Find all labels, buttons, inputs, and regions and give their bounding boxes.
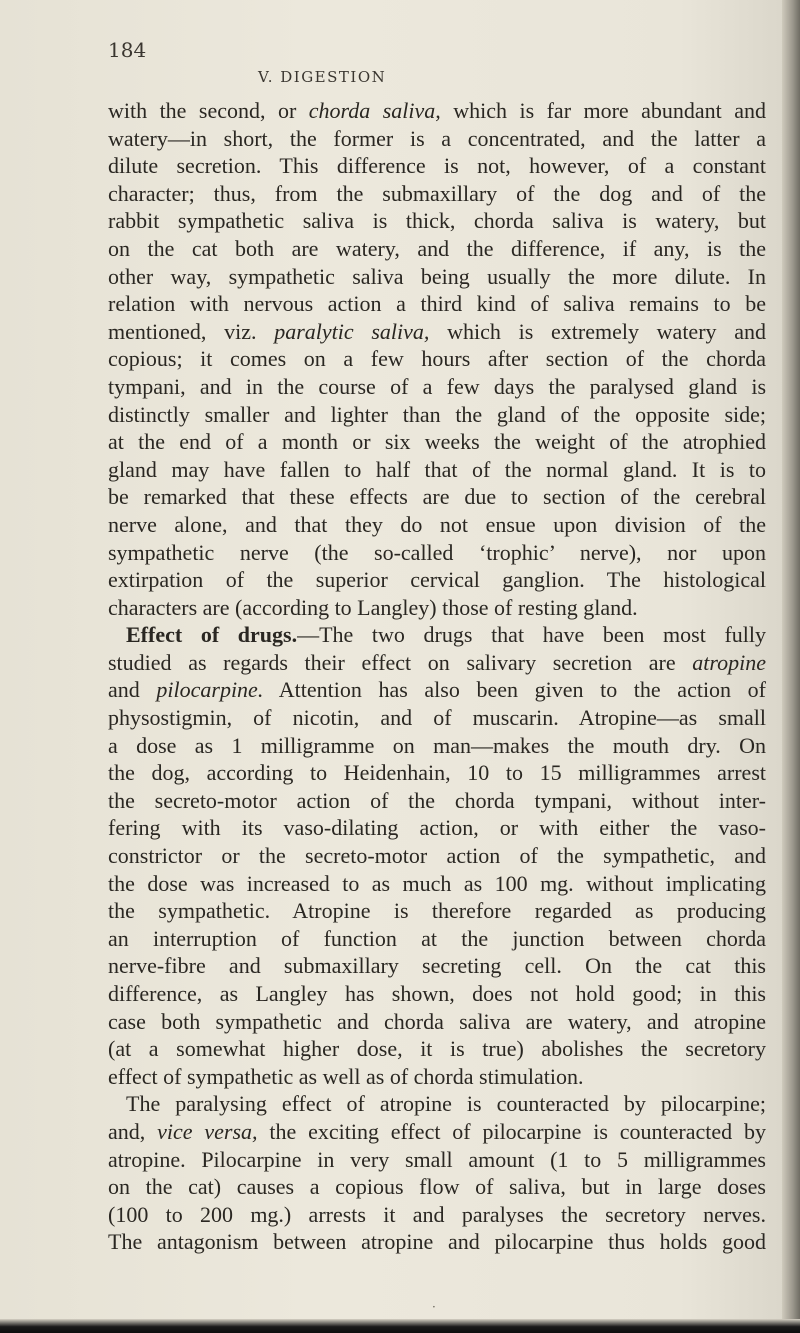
text-line: an interruption of function at the junction between chorda [108, 925, 766, 951]
text-line: at the end of a month or six weeks the weight of the atrophied [108, 429, 766, 455]
text-line: characters are (according to Langley) those of resting gland. [108, 594, 638, 620]
page-number: 184 [108, 38, 147, 62]
text-line: difference, as Langley has shown, does not hold good; in this [108, 981, 766, 1006]
italic-term: pilocarpine. [156, 677, 264, 703]
text-line: on the cat) causes a copious flow of saliva, but in large doses [108, 1174, 766, 1200]
italic-term: vice versa, [157, 1118, 258, 1144]
text-line [108, 97, 766, 125]
text-span: and, [108, 1118, 158, 1144]
section-heading: Effect of drugs. [126, 622, 298, 648]
text-line: watery—in short, the former is a concentrated, and the latter a [108, 125, 766, 151]
text-line: copious; it comes on a few hours after section of the chorda [108, 346, 766, 372]
text-span: —The two drugs that have been most fully [297, 622, 766, 648]
text-line: relation with nervous action a third kind of saliva remains to be [108, 291, 766, 317]
text-span: with the second, or [108, 98, 309, 123]
text-line [108, 649, 766, 677]
text-span: the exciting effect of pilocarpine is counteracted by [257, 1118, 766, 1144]
text-line: tympani, and in the course of a few days the paralysed gland is [108, 373, 766, 399]
text-line: gland may have fallen to half that of the normal gland. It is to [108, 456, 766, 482]
section-heading-line [108, 621, 766, 649]
body-text [108, 97, 766, 1256]
text-line: dilute secretion. This difference is not, however, of a constant [108, 153, 766, 179]
text-line [108, 1118, 766, 1146]
page-header [108, 38, 768, 86]
text-line: character; thus, from the submaxillary of the dog and of the [108, 180, 766, 206]
text-line: constrictor or the secreto-motor action of the sympathetic, and [108, 843, 766, 869]
text-line: physostigmin, of nicotin, and of muscarin. Atropine—as small [108, 705, 766, 731]
text-span: which is far more abundant and [440, 98, 767, 123]
text-line: rabbit sympathetic saliva is thick, chorda saliva is watery, but [108, 208, 766, 234]
text-span: which is extremely watery and [429, 318, 766, 344]
text-line: on the cat both are watery, and the difference, if any, is the [108, 235, 766, 261]
print-speck: · [432, 1300, 436, 1314]
text-line: distinctly smaller and lighter than the gland of the opposite side; [108, 401, 766, 427]
text-line: nerve alone, and that they do not ensue upon division of the [108, 511, 766, 537]
page-bottom-edge [0, 1319, 800, 1333]
text-line: the sympathetic. Atropine is therefore regarded as producing [108, 898, 766, 924]
text-line: effect of sympathetic as well as of chorda stimulation. [108, 1063, 584, 1089]
text-line: the dose was increased to as much as 100 mg. without implicating [108, 870, 766, 896]
text-line [108, 676, 766, 704]
text-line: be remarked that these effects are due to section of the cerebral [108, 484, 766, 510]
text-line: (100 to 200 mg.) arrests it and paralyses the secretory nerves. [108, 1201, 766, 1227]
text-span: Attention has also been given to the action of [263, 677, 766, 703]
text-line: a dose as 1 milligramme on man—makes the mouth dry. On [108, 732, 766, 758]
text-span: and [108, 677, 157, 703]
running-head: V. DIGESTION [258, 68, 387, 86]
text-line: The antagonism between atropine and pilocarpine thus holds good [108, 1229, 766, 1255]
text-line: case both sympathetic and chorda saliva are watery, and atropine [108, 1008, 766, 1034]
text-line: atropine. Pilocarpine in very small amount (1 to 5 milligrammes [108, 1146, 766, 1172]
text-span: mentioned, viz. [108, 318, 275, 344]
text-line: fering with its vaso-dilating action, or with either the vaso- [108, 815, 766, 841]
text-line: nerve-fibre and submaxillary secreting cell. On the cat this [108, 953, 766, 979]
text-line: extirpation of the superior cervical ganglion. The histological [108, 567, 766, 593]
text-line: other way, sympathetic saliva being usually the more dilute. In [108, 263, 766, 289]
text-span: studied as regards their effect on salivary secretion are [108, 649, 693, 675]
page-edge-shadow [782, 0, 800, 1333]
text-line: (at a somewhat higher dose, it is true) abolishes the secretory [108, 1036, 766, 1062]
text-line [108, 318, 766, 346]
text-line: the secreto-motor action of the chorda tympani, without inter- [108, 787, 766, 813]
text-line: the dog, according to Heidenhain, 10 to 15 milligrammes arrest [108, 760, 766, 786]
italic-term: atropine [692, 649, 766, 675]
text-line: sympathetic nerve (the so-called ‘trophic’ nerve), nor upon [108, 539, 766, 565]
italic-term: paralytic saliva, [274, 318, 430, 344]
italic-term: chorda saliva, [308, 98, 441, 123]
text-line: The paralysing effect of atropine is counteracted by pilocarpine; [126, 1091, 766, 1117]
